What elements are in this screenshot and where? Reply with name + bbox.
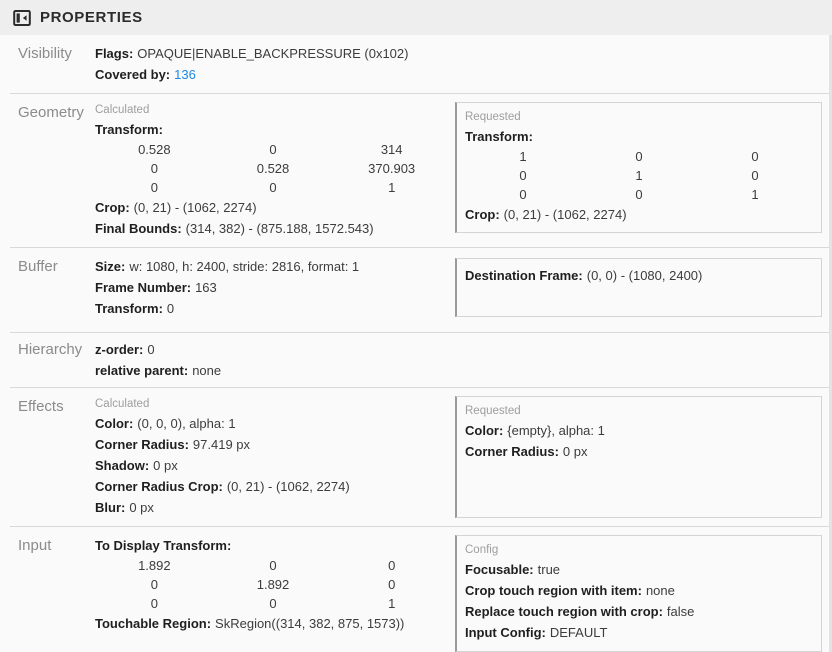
calculated-tag: Calculated — [95, 104, 150, 116]
matrix-cell: 0 — [635, 187, 643, 202]
matrix-cell: 0 — [388, 558, 396, 573]
matrix-cell: 1 — [519, 149, 527, 164]
replace-touch-region-label: Replace touch region with crop: — [465, 604, 663, 619]
requested-tag: Requested — [465, 405, 521, 417]
frame-number-line — [95, 277, 455, 298]
input-config-label: Input Config: — [465, 625, 546, 640]
destination-frame-box — [455, 258, 822, 317]
size-label: Size: — [95, 259, 126, 274]
section-label-buffer: Buffer — [18, 258, 58, 275]
to-display-transform-line — [95, 535, 455, 556]
input-config-line — [465, 622, 813, 643]
matrix-cell: 0 — [269, 596, 277, 611]
matrix-cell: 1 — [751, 187, 759, 202]
corner-radius-crop-value: (0, 21) - (1062, 2274) — [226, 479, 350, 494]
shadow-label: Shadow: — [95, 458, 150, 473]
final-bounds-value: (314, 382) - (875.188, 1572.543) — [185, 221, 374, 236]
blur-line — [95, 497, 455, 518]
matrix-cell: 314 — [380, 142, 403, 157]
matrix-cell: 0 — [150, 161, 158, 176]
buffer-transform-line — [95, 298, 455, 319]
properties-header — [0, 0, 832, 35]
section-label-input: Input — [18, 537, 52, 554]
panel-title: PROPERTIES — [40, 9, 143, 26]
destination-frame-label: Destination Frame: — [465, 268, 583, 283]
matrix-cell: 1 — [635, 168, 643, 183]
crop-touch-region-value: none — [645, 583, 675, 598]
touchable-region-label: Touchable Region: — [95, 616, 212, 631]
calculated-tag: Calculated — [95, 398, 150, 410]
section-visibility — [10, 35, 830, 94]
input-config-value: DEFAULT — [549, 625, 608, 640]
corner-radius-label: Corner Radius: — [465, 444, 559, 459]
matrix-cell: 1.892 — [138, 558, 171, 573]
z-order-label: z-order: — [95, 342, 144, 357]
transform-line — [465, 126, 813, 147]
covered-by-line — [95, 64, 408, 85]
matrix-cell: 1 — [388, 180, 396, 195]
destination-frame-value: (0, 0) - (1080, 2400) — [586, 268, 703, 283]
input-config-box — [455, 535, 822, 652]
crop-touch-region-line — [465, 580, 813, 601]
left-panel-collapse-icon[interactable] — [13, 9, 31, 27]
requested-geometry-box — [455, 102, 822, 233]
matrix-cell: 0 — [751, 149, 759, 164]
matrix-cell: 0 — [269, 142, 277, 157]
z-order-line — [95, 339, 455, 360]
matrix-cell: 0 — [269, 180, 277, 195]
section-label-geometry: Geometry — [18, 104, 84, 121]
relative-parent-line — [95, 360, 455, 381]
matrix-cell: 0 — [388, 577, 396, 592]
transform-label: Transform: — [95, 122, 163, 137]
corner-radius-line — [95, 434, 455, 455]
matrix-cell: 1.892 — [256, 577, 290, 592]
z-order-value: 0 — [147, 342, 155, 357]
buffer-transform-label: Transform: — [95, 301, 163, 316]
crop-value: (0, 21) - (1062, 2274) — [133, 200, 257, 215]
corner-radius-line — [465, 441, 813, 462]
replace-touch-region-line — [465, 601, 813, 622]
corner-radius-value: 0 px — [562, 444, 588, 459]
frame-number-label: Frame Number: — [95, 280, 192, 295]
flags-line — [95, 43, 408, 64]
replace-touch-region-value: false — [666, 604, 695, 619]
focusable-line — [465, 559, 813, 580]
covered-by-link[interactable]: 136 — [174, 67, 196, 82]
corner-radius-value: 97.419 px — [192, 437, 251, 452]
matrix-cell: 0.528 — [138, 142, 171, 157]
buffer-transform-value: 0 — [166, 301, 175, 316]
destination-frame-line — [465, 265, 813, 286]
matrix-cell: 370.903 — [368, 161, 416, 176]
corner-radius-crop-label: Corner Radius Crop: — [95, 479, 223, 494]
color-label: Color: — [465, 423, 504, 438]
requested-tag: Requested — [465, 111, 521, 123]
calculated-transform-matrix — [95, 140, 451, 197]
flags-label: Flags: — [95, 46, 134, 61]
blur-value: 0 px — [129, 500, 154, 515]
size-line — [95, 256, 455, 277]
relative-parent-value: none — [192, 363, 222, 378]
section-geometry — [10, 94, 830, 248]
matrix-cell: 0.528 — [256, 161, 290, 176]
section-effects — [10, 388, 830, 527]
matrix-cell: 0 — [269, 558, 277, 573]
to-display-transform-label: To Display Transform: — [95, 538, 232, 553]
corner-radius-label: Corner Radius: — [95, 437, 189, 452]
color-line — [465, 420, 813, 441]
size-value: w: 1080, h: 2400, stride: 2816, format: 1 — [129, 259, 360, 274]
section-input — [10, 527, 830, 652]
properties-panel — [0, 35, 832, 652]
corner-radius-crop-line — [95, 476, 455, 497]
final-bounds-line — [95, 218, 455, 239]
covered-by-label: Covered by: — [95, 67, 171, 82]
section-label-hierarchy: Hierarchy — [18, 341, 83, 358]
matrix-cell: 0 — [519, 187, 527, 202]
section-hierarchy — [10, 333, 830, 388]
shadow-line — [95, 455, 455, 476]
relative-parent-label: relative parent: — [95, 363, 189, 378]
matrix-cell: 0 — [519, 168, 527, 183]
touchable-region-value: SkRegion((314, 382, 875, 1573)) — [215, 616, 405, 631]
crop-label: Crop: — [465, 207, 500, 222]
crop-label: Crop: — [95, 200, 130, 215]
crop-value: (0, 21) - (1062, 2274) — [503, 207, 627, 222]
color-value: {empty}, alpha: 1 — [507, 423, 605, 438]
matrix-cell: 0 — [150, 596, 158, 611]
color-label: Color: — [95, 416, 134, 431]
requested-transform-matrix — [465, 147, 813, 204]
requested-effects-box — [455, 396, 822, 518]
matrix-cell: 1 — [388, 596, 396, 611]
section-label-visibility: Visibility — [18, 45, 72, 62]
crop-line — [95, 197, 455, 218]
matrix-cell: 0 — [150, 577, 158, 592]
color-line — [95, 413, 455, 434]
flags-value: OPAQUE|ENABLE_BACKPRESSURE (0x102) — [137, 46, 409, 61]
frame-number-value: 163 — [195, 280, 217, 295]
section-buffer — [10, 248, 830, 333]
focusable-label: Focusable: — [465, 562, 534, 577]
matrix-cell: 0 — [150, 180, 158, 195]
config-tag: Config — [465, 544, 499, 556]
shadow-value: 0 px — [153, 458, 178, 473]
transform-line — [95, 119, 455, 140]
matrix-cell: 0 — [635, 149, 643, 164]
matrix-cell: 0 — [751, 168, 759, 183]
color-value: (0, 0, 0), alpha: 1 — [137, 416, 236, 431]
focusable-value: true — [537, 562, 561, 577]
transform-label: Transform: — [465, 129, 533, 144]
final-bounds-label: Final Bounds: — [95, 221, 182, 236]
crop-line — [465, 204, 813, 225]
to-display-transform-matrix — [95, 556, 451, 613]
section-label-effects: Effects — [18, 398, 64, 415]
touchable-region-line — [95, 613, 455, 634]
blur-label: Blur: — [95, 500, 126, 515]
crop-touch-region-label: Crop touch region with item: — [465, 583, 642, 598]
